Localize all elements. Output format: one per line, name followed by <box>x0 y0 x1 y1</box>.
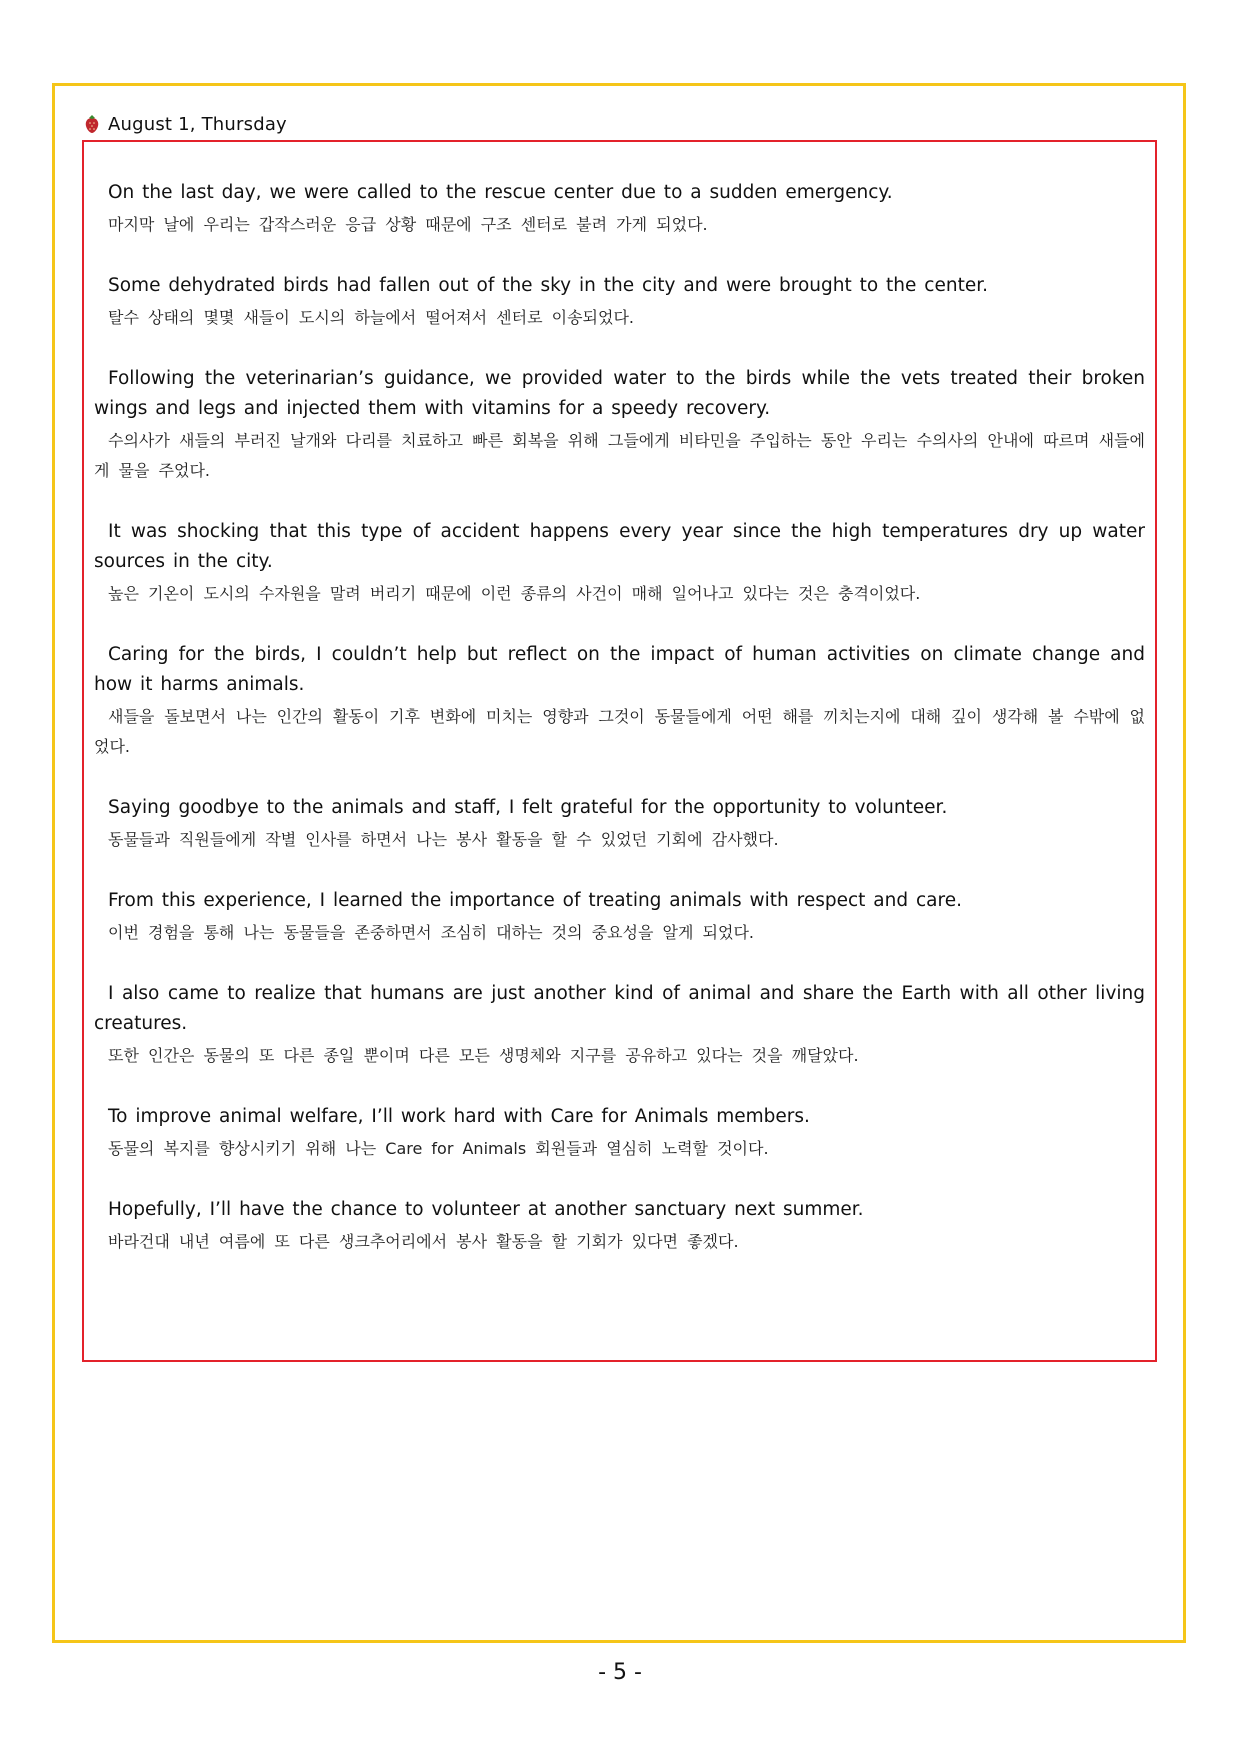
english-sentence: Hopefully, I’ll have the chance to volunteer at another sanctuary next summer. <box>108 1199 864 1220</box>
korean-translation: 바라건대 내년 여름에 또 다른 생크추어리에서 봉사 활동을 할 기회가 있다면 좋겠다. <box>108 1232 739 1251</box>
english-sentence: Saying goodbye to the animals and staff, I felt grateful for the opportunity to volunteer. <box>108 797 948 818</box>
diary-entry <box>94 178 1145 240</box>
diary-entry <box>94 979 1145 1071</box>
english-sentence: Caring for the birds, I couldn’t help but reflect on the impact of human activities on climate change and how it harms animals. <box>94 644 1145 695</box>
diary-entry <box>94 364 1145 486</box>
korean-translation: 마지막 날에 우리는 갑작스러운 응급 상황 때문에 구조 센터로 불려 가게 되었다. <box>108 215 708 234</box>
date-header <box>84 111 287 137</box>
diary-content <box>82 140 1157 1362</box>
diary-entry <box>94 1102 1145 1164</box>
korean-translation: 새들을 돌보면서 나는 인간의 활동이 기후 변화에 미치는 영향과 그것이 동물들에게 어떤 해를 끼치는지에 대해 깊이 생각해 볼 수밖에 없었다. <box>94 707 1145 756</box>
diary-entry <box>94 886 1145 948</box>
diary-entry <box>94 517 1145 609</box>
date-label: August 1, Thursday <box>108 113 287 135</box>
korean-translation: 높은 기온이 도시의 수자원을 말려 버리기 때문에 이런 종류의 사건이 매해 일어나고 있다는 것은 충격이었다. <box>108 584 921 603</box>
english-sentence: To improve animal welfare, I’ll work hard with Care for Animals members. <box>108 1106 810 1127</box>
diary-entry <box>94 271 1145 333</box>
korean-translation: 또한 인간은 동물의 또 다른 종일 뿐이며 다른 모든 생명체와 지구를 공유하고 있다는 것을 깨달았다. <box>108 1046 859 1065</box>
diary-entry <box>94 1195 1145 1257</box>
english-sentence: On the last day, we were called to the rescue center due to a sudden emergency. <box>108 182 893 203</box>
page-number: - 5 - <box>598 1660 642 1685</box>
english-sentence: From this experience, I learned the importance of treating animals with respect and care. <box>108 890 962 911</box>
korean-translation: 동물의 복지를 향상시키기 위해 나는 Care for Animals 회원들과 열심히 노력할 것이다. <box>108 1139 769 1158</box>
english-sentence: Following the veterinarian’s guidance, we provided water to the birds while the vets treated their broken wings and legs and injected them with vitamins for a speedy recovery. <box>94 368 1145 419</box>
korean-translation: 탈수 상태의 몇몇 새들이 도시의 하늘에서 떨어져서 센터로 이송되었다. <box>108 308 634 327</box>
strawberry-icon <box>84 114 100 134</box>
korean-translation: 이번 경험을 통해 나는 동물들을 존중하면서 조심히 대하는 것의 중요성을 알게 되었다. <box>108 923 754 942</box>
korean-translation: 동물들과 직원들에게 작별 인사를 하면서 나는 봉사 활동을 할 수 있었던 기회에 감사했다. <box>108 830 779 849</box>
english-sentence: Some dehydrated birds had fallen out of the sky in the city and were brought to the center. <box>108 275 988 296</box>
english-sentence: I also came to realize that humans are just another kind of animal and share the Earth with all other living creatures. <box>94 983 1145 1034</box>
diary-entry <box>94 793 1145 855</box>
english-sentence: It was shocking that this type of accident happens every year since the high temperatures dry up water sources in the city. <box>94 521 1145 572</box>
korean-translation: 수의사가 새들의 부러진 날개와 다리를 치료하고 빠른 회복을 위해 그들에게 비타민을 주입하는 동안 우리는 수의사의 안내에 따르며 새들에게 물을 주었다. <box>94 431 1145 480</box>
diary-entry <box>94 640 1145 762</box>
